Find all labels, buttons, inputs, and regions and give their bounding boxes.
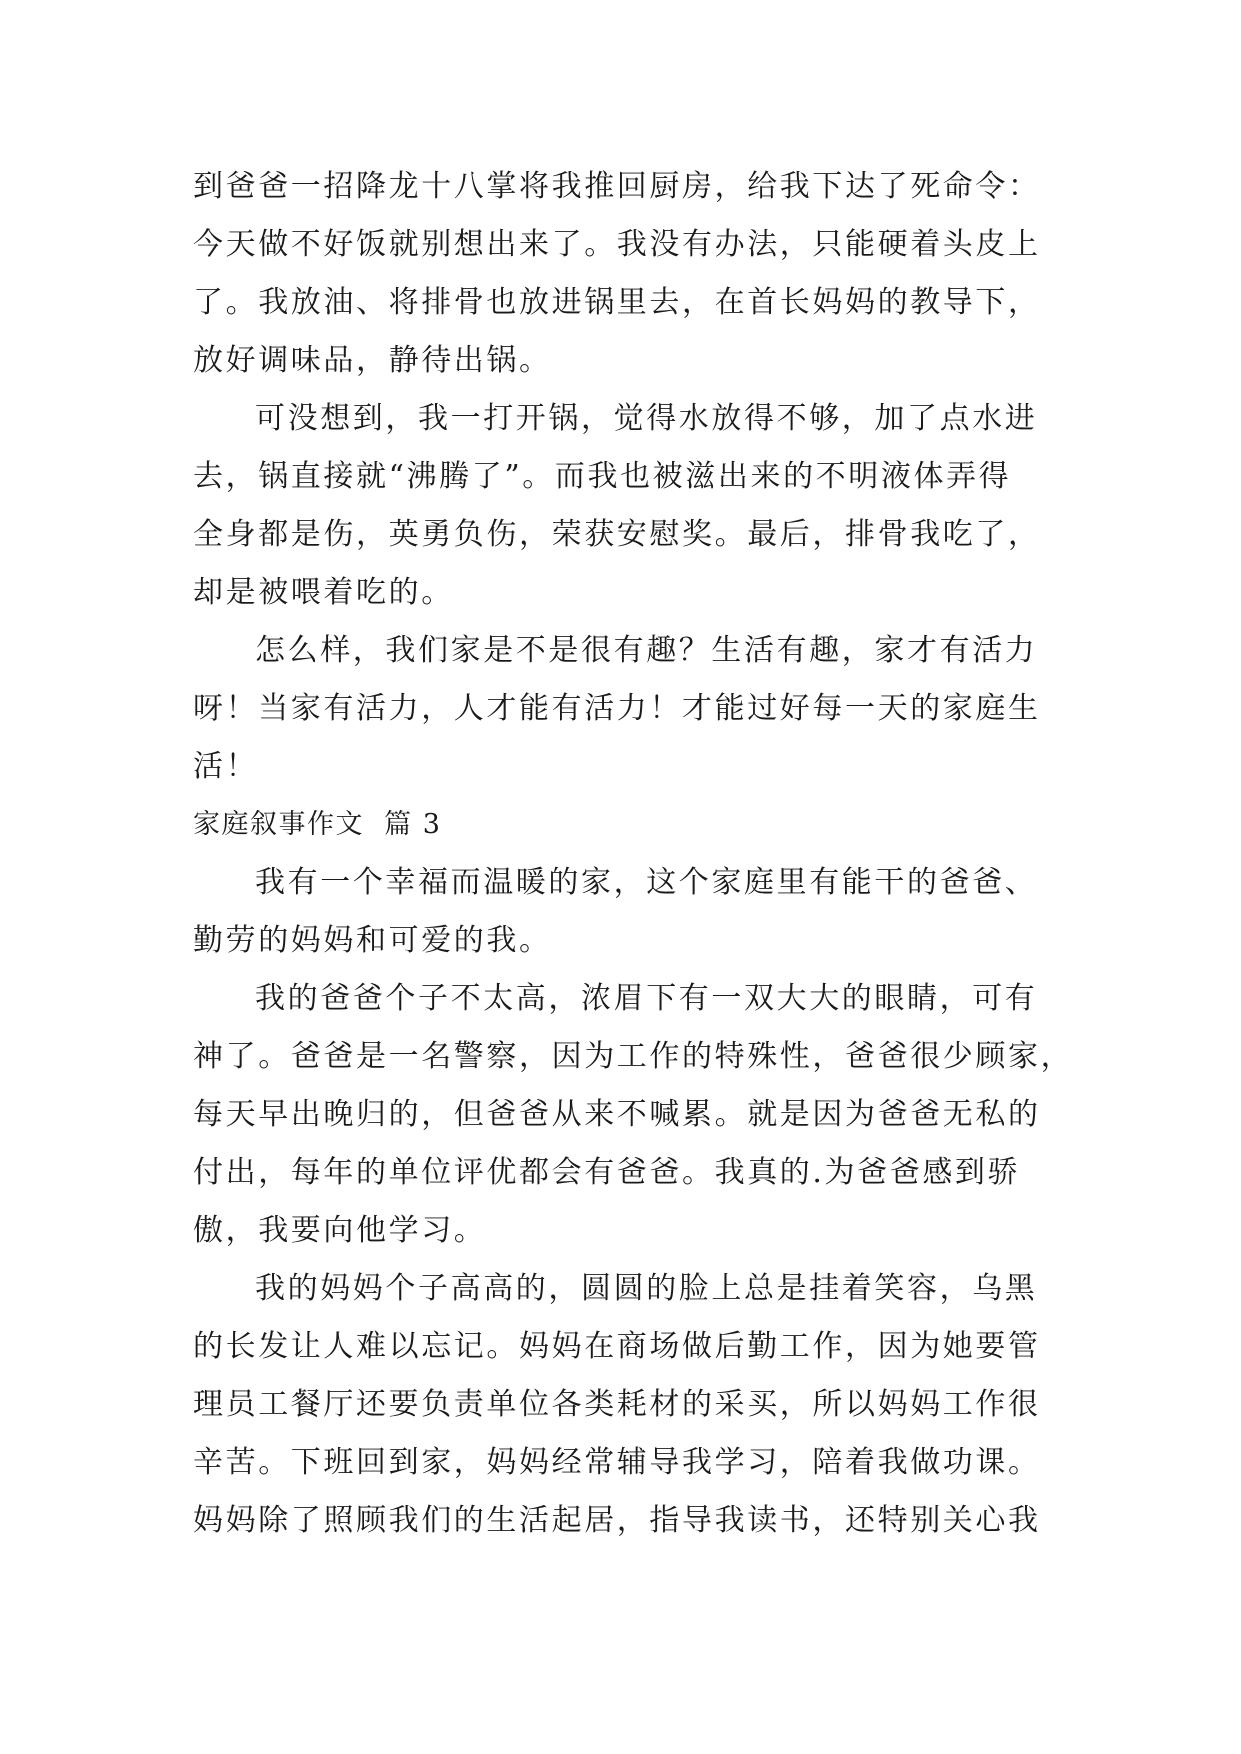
text-line: 放好调味品，静待出锅。	[193, 343, 552, 378]
text-line: 了。我放油、将排骨也放进锅里去，在首长妈妈的教导下，	[193, 285, 1041, 320]
text-line: 的长发让人难以忘记。妈妈在商场做后勤工作，因为她要管	[193, 1329, 1041, 1364]
text-line: 勤劳的妈妈和可爱的我。	[193, 923, 552, 958]
text-line: 呀！当家有活力，人才能有活力！才能过好每一天的家庭生	[193, 691, 1041, 726]
text-line: 怎么样，我们家是不是很有趣？生活有趣，家才有活力	[255, 633, 1038, 668]
text-line: 全身都是伤，英勇负伤，荣获安慰奖。最后，排骨我吃了，	[193, 517, 1041, 552]
text-line: 活！	[193, 749, 259, 784]
text-line: 妈妈除了照顾我们的生活起居，指导我读书，还特别关心我	[193, 1503, 1041, 1538]
section-heading: 家庭叙事作文 篇 3	[193, 809, 442, 840]
text-line: 到爸爸一招降龙十八掌将我推回厨房，给我下达了死命令：	[193, 169, 1041, 204]
text-line: 辛苦。下班回到家，妈妈经常辅导我学习，陪着我做功课。	[193, 1445, 1041, 1480]
text-line: 今天做不好饭就别想出来了。我没有办法，只能硬着头皮上	[193, 227, 1041, 262]
text-line: 付出，每年的单位评优都会有爸爸。我真的.为爸爸感到骄	[193, 1155, 1021, 1190]
document-body	[193, 158, 1074, 1550]
text-line: 我有一个幸福而温暖的家，这个家庭里有能干的爸爸、	[255, 865, 1038, 900]
text-line: 神了。爸爸是一名警察，因为工作的特殊性，爸爸很少顾家，	[193, 1039, 1074, 1074]
text-line: 可没想到，我一打开锅，觉得水放得不够，加了点水进	[255, 401, 1038, 436]
text-line: 每天早出晚归的，但爸爸从来不喊累。就是因为爸爸无私的	[193, 1097, 1041, 1132]
text-line: 我的爸爸个子不太高，浓眉下有一双大大的眼睛，可有	[255, 981, 1038, 1016]
text-line: 却是被喂着吃的。	[193, 575, 454, 610]
text-line: 我的妈妈个子高高的，圆圆的脸上总是挂着笑容，乌黑	[255, 1271, 1038, 1306]
text-line: 傲，我要向他学习。	[193, 1213, 487, 1248]
text-line: 理员工餐厅还要负责单位各类耗材的采买，所以妈妈工作很	[193, 1387, 1041, 1422]
text-line: 去，锅直接就“沸腾了”。而我也被滋出来的不明液体弄得	[193, 459, 1012, 494]
